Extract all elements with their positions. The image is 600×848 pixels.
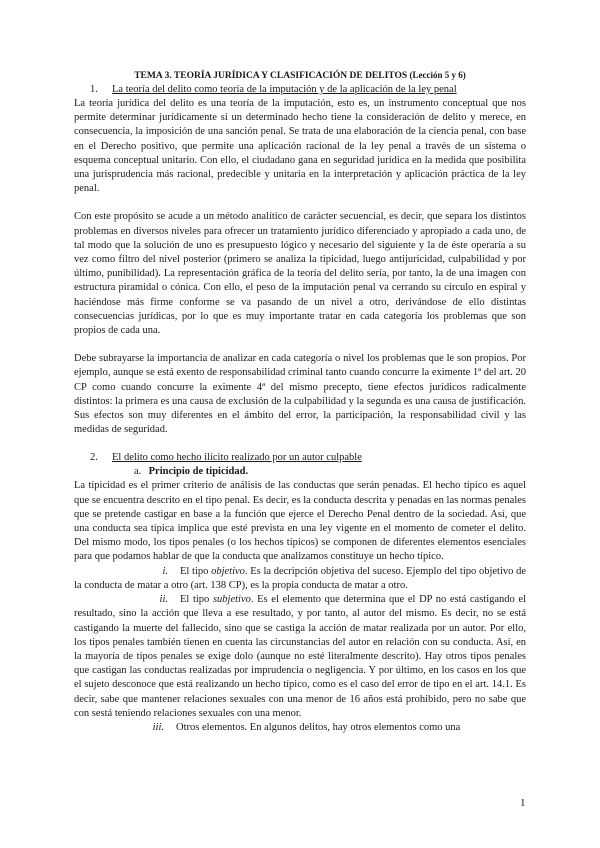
paragraph-1: La teoría jurídica del delito es una teoría de la imputación, esto es, un instrumento conceptual que nos permite determinar jurídicamente si un determinado hecho tiene la consideración de delito y merece, en consecuencia, la imposición de una sanción penal. Se trata de una elaboración de la ciencia penal, con base en el Derecho positivo, que permite una aplicación racional de la ley penal a través de un sistema o esquema conceptual unitario. Con ello, el ciudadano gana en seguridad jurídica en la medida que posibilita una jurisprudencia más racional, predecible y unitaria en la interpretación y aplicación práctica de la ley penal. — [74, 98, 526, 195]
section-2-title: El delito como hecho ilícito realizado por un autor culpable — [112, 452, 362, 464]
title-lesson: (Lección 5 y 6) — [409, 70, 466, 80]
list-item-ii-term: subjetivo — [212, 594, 251, 606]
section-2-number: 2. — [90, 452, 98, 464]
page-number: 1 — [520, 797, 526, 809]
list-item-i — [74, 565, 526, 593]
title-main: TEMA 3. TEORÍA JURÍDICA Y CLASIFICACIÓN DE DELITOS — [134, 71, 408, 81]
paragraph-2: Con este propósito se acude a un método analítico de carácter secuencial, es decir, que separa los distintos problemas en diversos niveles para ofrecer un tratamiento jurídico diferenciado y apropiado a cada uno, de tal modo que la solución de uno es presupuesto lógico y necesario del siguiente y la de éste operaría a su vez como filtro del nivel posterior (primero se analiza la tipicidad, luego antijuricidad, culpabilidad y por último, punibilidad). La representación gráfica de la teoría del delito sería, por tanto, la de una imagen con estructura piramidal o cónica. Con ello, el peso de la imputación penal va cerrando su círculo en espiral y haciéndose más firme conforme se va pasando de un nivel a otro, derivándose de ello distintas consecuencias jurídicas, por lo que es muy importante tratar en cada categoría los problemas que son propios de cada una. — [74, 211, 526, 337]
paragraph-tipicidad: La tipicidad es el primer criterio de análisis de las conductas que serán penadas. El hecho típico es aquel que se encuentra descrito en el tipo penal. Es decir, es la conducta descrita y penadas en las normas penales que se pretende castigar en base a la función que ejerce el Derecho Penal dentro de la sociedad. Así, que una conducta sea típica implica que esté prevista en una ley vigente en el momento de cometer el delito. Del mismo modo, los tipos penales (o los hechos típicos) se componen de diferentes elementos esenciales para que podamos hablar de que la conducta que analizamos constituye un hecho típico. — [74, 480, 526, 563]
paragraph-3: Debe subrayarse la importancia de analizar en cada categoría o nivel los problemas que le son propios. Por ejemplo, aunque se está exento de responsabilidad criminal tanto cuando concurre la eximente 1ª del art. 20 CP como cuando concurre la eximente 4ª del mismo precepto, tiene efectos jurídicos radicalmente distintos: la primera es una causa de exclusión de la culpabilidad y la segunda es una causa de justificación. Sus efectos son muy diferentes en el ámbito del error, la participación, la responsabilidad civil y las medidas de seguridad. — [74, 353, 526, 436]
section-1-number: 1. — [90, 84, 98, 95]
section-1-heading — [74, 83, 526, 97]
list-item-ii-numeral: ii. — [159, 594, 168, 606]
list-item-i-text: . Es la decripción objetiva del suceso. Ejemplo del tipo objetivo de la conducta de matar a otro (art. 138 CP), es la propia conducta de matar a otro. — [74, 565, 526, 591]
list-item-iii-numeral: iii. — [152, 721, 164, 733]
section-2-heading — [74, 451, 526, 465]
list-item-ii-pre: El tipo — [180, 594, 213, 606]
list-item-ii — [74, 593, 526, 721]
list-item-i-term: objetivo — [211, 565, 245, 577]
section-1-title: La teoría del delito como teoría de la imputación y de la aplicación de la ley penal — [112, 84, 457, 95]
subsection-a-letter: a. — [134, 466, 142, 478]
list-item-i-numeral: i. — [162, 565, 168, 577]
document-page — [74, 70, 526, 735]
document-title — [74, 70, 526, 81]
subsection-a-title: Principio de tipicidad. — [148, 466, 249, 478]
list-item-iii-text: Otros elementos. En algunos delitos, hay otros elementos como una — [176, 721, 461, 733]
list-item-i-pre: El tipo — [180, 565, 212, 577]
list-item-iii — [74, 721, 526, 735]
subsection-a-heading — [134, 465, 526, 479]
list-item-ii-text: . Es el elemento que determina que el DP no está castigando el resultado, sino la acción que lleva a ese resultado, y por tanto, al autor del mismo. Es decir, no se está castigando la muerte del fallecido, sino que se castiga la acción de matar realizada por un autor. Por ello, los tipos penales también tienen en cuenta las circunstancias del autor en relación con su conducta. Así, en la mayoría de tipos penales se exige dolo (aunque no esté literalmente descrito). Hay otros tipos penales que castigan las conductas realizadas por imprudencia o negligencia. Y por último, en los casos en los que el sujeto desconoce que está realizando un hecho típico, como es el caso del error de tipo en el art. 14.1. Es decir, sabe que mantener relaciones sexuales con una menor de 16 años está prohibido, pero no sabe que con sestá teniendo relaciones sexuales con una menor. — [74, 594, 526, 719]
